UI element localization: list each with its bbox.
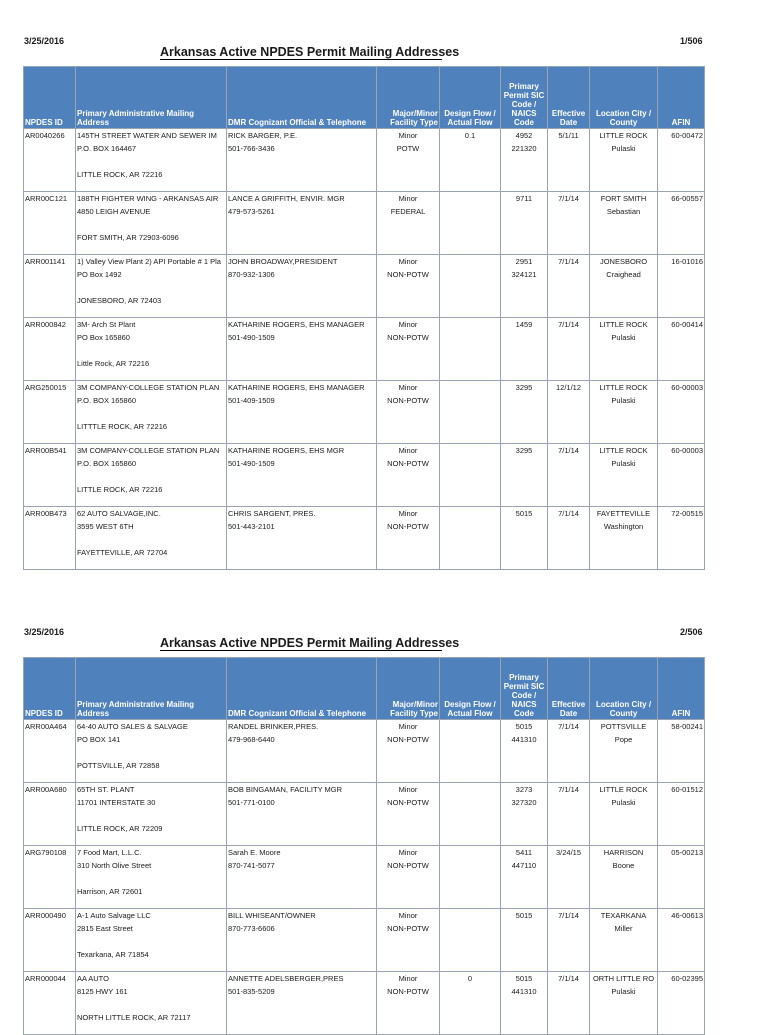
- facility-type: NON-POTW: [387, 270, 429, 279]
- flow-cell: [440, 381, 501, 444]
- city-state-zip: NORTH LITTLE ROCK, AR 72117: [77, 1013, 191, 1022]
- official-name: ANNETTE ADELSBERGER,PRES: [228, 974, 344, 983]
- header-effective-date: Effective Date: [548, 658, 590, 720]
- address-cell: [76, 507, 227, 570]
- sic-code: 4952: [515, 131, 533, 140]
- city-state-zip: JONESBORO, AR 72403: [77, 296, 162, 305]
- facility-class: Minor: [398, 446, 418, 455]
- facility-type-cell: [377, 318, 440, 381]
- address-cell: [76, 783, 227, 846]
- street-address: PO BOX 141: [77, 735, 121, 744]
- facility-class: Minor: [398, 257, 418, 266]
- location-county: Pulaski: [611, 396, 636, 405]
- location-county: Craighead: [606, 270, 641, 279]
- official-name: KATHARINE ROGERS, EHS MANAGER: [228, 383, 365, 392]
- official-cell: [227, 783, 377, 846]
- street-address: 2815 East Street: [77, 924, 133, 933]
- location-cell: [590, 507, 658, 570]
- official-cell: [227, 318, 377, 381]
- location-city: TEXARKANA: [600, 911, 647, 920]
- official-phone: 501-409-1509: [228, 396, 275, 405]
- code-cell: [501, 318, 548, 381]
- official-cell: [227, 507, 377, 570]
- official-name: CHRIS SARGENT, PRES.: [228, 509, 316, 518]
- official-phone: 501-443-2101: [228, 522, 275, 531]
- location-city: LITTLE ROCK: [599, 446, 648, 455]
- flow-cell: [440, 318, 501, 381]
- official-name: KATHARINE ROGERS, EHS MGR: [228, 446, 345, 455]
- official-phone: 501-771-0100: [228, 798, 275, 807]
- official-cell: [227, 846, 377, 909]
- flow-cell: [440, 507, 501, 570]
- address-cell: [76, 381, 227, 444]
- facility-class: Minor: [398, 974, 418, 983]
- official-phone: 501-490-1509: [228, 459, 275, 468]
- code-cell: [501, 129, 548, 192]
- official-name: Sarah E. Moore: [228, 848, 281, 857]
- facility-class: Minor: [398, 848, 418, 857]
- location-county: Pulaski: [611, 459, 636, 468]
- effective-date-cell: 7/1/14: [548, 783, 590, 846]
- facility-class: Minor: [398, 509, 418, 518]
- permit-table: [23, 657, 705, 1035]
- code-cell: [501, 783, 548, 846]
- effective-date-cell: 7/1/14: [548, 909, 590, 972]
- facility-type: POTW: [396, 144, 420, 153]
- official-phone: 870-932-1306: [228, 270, 275, 279]
- header-location: Location City / County: [590, 658, 658, 720]
- code-cell: [501, 909, 548, 972]
- header-location: Location City / County: [590, 67, 658, 129]
- location-city: LITTLE ROCK: [599, 383, 648, 392]
- location-county: Sebastian: [606, 207, 641, 216]
- code-cell: [501, 972, 548, 1035]
- effective-date-cell: 7/1/14: [548, 972, 590, 1035]
- afin-cell: 72-00515: [658, 507, 705, 570]
- city-state-zip: LITTLE ROCK, AR 72216: [77, 170, 163, 179]
- street-address: 8125 HWY 161: [77, 987, 128, 996]
- naics-code: 324121: [511, 270, 537, 279]
- facility-class: Minor: [398, 194, 418, 203]
- facility-name: 7 Food Mart, L.L.C.: [77, 848, 142, 857]
- npdes-id-cell: ARG250015: [24, 381, 76, 444]
- official-cell: [227, 972, 377, 1035]
- npdes-id-cell: ARR00A680: [24, 783, 76, 846]
- city-state-zip: FORT SMITH, AR 72903-6096: [77, 233, 179, 242]
- effective-date-cell: 7/1/14: [548, 444, 590, 507]
- flow-cell: 0.1: [440, 129, 501, 192]
- facility-name: AA AUTO: [77, 974, 109, 983]
- facility-type-cell: [377, 255, 440, 318]
- facility-name: 3M- Arch St Plant: [77, 320, 136, 329]
- official-phone: 870-741-5077: [228, 861, 275, 870]
- facility-class: Minor: [398, 785, 418, 794]
- sic-code: 1459: [515, 320, 533, 329]
- street-address: PO Box 165860: [77, 333, 130, 342]
- header-code: Primary Permit SIC Code / NAICS Code: [501, 67, 548, 129]
- location-city: ORTH LITTLE RO: [592, 974, 655, 983]
- table-row: [24, 909, 705, 972]
- city-state-zip: Little Rock, AR 72216: [77, 359, 150, 368]
- sic-code: 5015: [515, 509, 533, 518]
- facility-class: Minor: [398, 383, 418, 392]
- location-city: LITTLE ROCK: [599, 131, 648, 140]
- npdes-id-cell: ARR001141: [24, 255, 76, 318]
- city-state-zip: Harrison, AR 72601: [77, 887, 143, 896]
- header-afin: AFIN: [658, 658, 705, 720]
- effective-date-cell: 5/1/11: [548, 129, 590, 192]
- sic-code: 5015: [515, 722, 533, 731]
- facility-type-cell: [377, 507, 440, 570]
- city-state-zip: POTTSVILLE, AR 72858: [77, 761, 160, 770]
- facility-type: NON-POTW: [387, 924, 429, 933]
- header-address: Primary Administrative Mailing Address: [76, 658, 227, 720]
- table-row: [24, 846, 705, 909]
- table-row: [24, 783, 705, 846]
- official-name: LANCE A GRIFFITH, ENVIR. MGR: [228, 194, 345, 203]
- header-facility-type: Major/Minor Facility Type: [377, 658, 440, 720]
- sic-code: 5015: [515, 974, 533, 983]
- location-cell: [590, 192, 658, 255]
- permit-table: [23, 66, 705, 570]
- facility-type: NON-POTW: [387, 861, 429, 870]
- header-address: Primary Administrative Mailing Address: [76, 67, 227, 129]
- address-cell: [76, 909, 227, 972]
- header-npdes-id: NPDES ID: [24, 658, 76, 720]
- official-name: KATHARINE ROGERS, EHS MANAGER: [228, 320, 365, 329]
- location-city: LITTLE ROCK: [599, 785, 648, 794]
- street-address: P.O. BOX 164467: [77, 144, 137, 153]
- location-city: JONESBORO: [599, 257, 648, 266]
- effective-date-cell: 7/1/14: [548, 318, 590, 381]
- table-header-row: [24, 67, 705, 129]
- address-cell: [76, 720, 227, 783]
- header-flow: Design Flow / Actual Flow: [440, 658, 501, 720]
- facility-name: 64-40 AUTO SALES & SALVAGE: [77, 722, 188, 731]
- street-address: 11701 INTERSTATE 30: [77, 798, 156, 807]
- code-cell: [501, 720, 548, 783]
- npdes-id-cell: ARR00B541: [24, 444, 76, 507]
- flow-cell: [440, 909, 501, 972]
- table-header-row: [24, 658, 705, 720]
- npdes-id-cell: ARG790108: [24, 846, 76, 909]
- naics-code: 221320: [511, 144, 537, 153]
- location-cell: [590, 720, 658, 783]
- location-city: FAYETTEVILLE: [596, 509, 651, 518]
- location-county: Pulaski: [611, 987, 636, 996]
- afin-cell: 66-00557: [658, 192, 705, 255]
- header-effective-date: Effective Date: [548, 67, 590, 129]
- facility-type: NON-POTW: [387, 333, 429, 342]
- official-phone: 479-968-6440: [228, 735, 275, 744]
- table-row: [24, 129, 705, 192]
- afin-cell: 60-00472: [658, 129, 705, 192]
- street-address: PO Box 1492: [77, 270, 122, 279]
- location-county: Washington: [603, 522, 644, 531]
- code-cell: [501, 255, 548, 318]
- sic-code: 3273: [515, 785, 533, 794]
- city-state-zip: LITTLE ROCK, AR 72216: [77, 485, 163, 494]
- facility-name: 62 AUTO SALVAGE,INC.: [77, 509, 161, 518]
- page-date: 3/25/2016: [24, 627, 65, 637]
- location-cell: [590, 129, 658, 192]
- npdes-id-cell: ARR000490: [24, 909, 76, 972]
- official-cell: [227, 192, 377, 255]
- official-phone: 501-766-3436: [228, 144, 275, 153]
- location-cell: [590, 909, 658, 972]
- address-cell: [76, 846, 227, 909]
- facility-name: 3M COMPANY-COLLEGE STATION PLAN: [77, 446, 220, 455]
- header-afin: AFIN: [658, 67, 705, 129]
- official-name: JOHN BROADWAY,PRESIDENT: [228, 257, 338, 266]
- street-address: 310 North Olive Street: [77, 861, 152, 870]
- facility-class: Minor: [398, 320, 418, 329]
- official-name: RICK BARGER, P.E.: [228, 131, 298, 140]
- document-page-2: [0, 627, 768, 1027]
- facility-type-cell: [377, 444, 440, 507]
- facility-type: NON-POTW: [387, 735, 429, 744]
- facility-name: 145TH STREET WATER AND SEWER IM: [77, 131, 217, 140]
- effective-date-cell: 12/1/12: [548, 381, 590, 444]
- official-phone: 501-835-5209: [228, 987, 275, 996]
- location-cell: [590, 783, 658, 846]
- facility-type-cell: [377, 720, 440, 783]
- official-name: BOB BINGAMAN, FACILITY MGR: [228, 785, 343, 794]
- address-cell: [76, 972, 227, 1035]
- code-cell: [501, 846, 548, 909]
- location-county: Pulaski: [611, 144, 636, 153]
- official-name: RANDEL BRINKER,PRES.: [228, 722, 319, 731]
- facility-type: NON-POTW: [387, 522, 429, 531]
- location-cell: [590, 381, 658, 444]
- official-cell: [227, 444, 377, 507]
- table-row: [24, 720, 705, 783]
- naics-code: 447110: [511, 861, 537, 870]
- facility-name: A-1 Auto Salvage LLC: [77, 911, 151, 920]
- npdes-id-cell: AR0040266: [24, 129, 76, 192]
- location-city: POTTSVILLE: [600, 722, 647, 731]
- facility-type-cell: [377, 846, 440, 909]
- facility-class: Minor: [398, 911, 418, 920]
- flow-cell: 0: [440, 972, 501, 1035]
- sic-code: 2951: [515, 257, 533, 266]
- afin-cell: 16-01016: [658, 255, 705, 318]
- facility-type: NON-POTW: [387, 798, 429, 807]
- location-cell: [590, 444, 658, 507]
- location-cell: [590, 846, 658, 909]
- code-cell: [501, 192, 548, 255]
- official-cell: [227, 909, 377, 972]
- official-phone: 501-490-1509: [228, 333, 275, 342]
- table-row: [24, 192, 705, 255]
- facility-type-cell: [377, 381, 440, 444]
- official-cell: [227, 129, 377, 192]
- page-title: Arkansas Active NPDES Permit Mailing Addresses: [160, 636, 460, 650]
- effective-date-cell: 7/1/14: [548, 720, 590, 783]
- location-county: Pulaski: [611, 333, 636, 342]
- sic-code: 3295: [515, 446, 533, 455]
- address-cell: [76, 318, 227, 381]
- location-county: Boone: [612, 861, 635, 870]
- afin-cell: 46-00613: [658, 909, 705, 972]
- official-phone: 870-773-6606: [228, 924, 275, 933]
- header-code: Primary Permit SIC Code / NAICS Code: [501, 658, 548, 720]
- afin-cell: 60-00414: [658, 318, 705, 381]
- page-number: 2/506: [680, 627, 703, 637]
- effective-date-cell: 7/1/14: [548, 507, 590, 570]
- location-city: HARRISON: [603, 848, 644, 857]
- official-cell: [227, 381, 377, 444]
- table-row: [24, 255, 705, 318]
- facility-type-cell: [377, 129, 440, 192]
- street-address: P.O. BOX 165860: [77, 459, 137, 468]
- table-row: [24, 318, 705, 381]
- facility-type: NON-POTW: [387, 396, 429, 405]
- page-number: 1/506: [680, 36, 703, 46]
- street-address: 4850 LEIGH AVENUE: [77, 207, 151, 216]
- city-state-zip: LITTTLE ROCK, AR 72216: [77, 422, 168, 431]
- table-row: [24, 972, 705, 1035]
- facility-class: Minor: [398, 722, 418, 731]
- afin-cell: 60-02395: [658, 972, 705, 1035]
- code-cell: [501, 444, 548, 507]
- facility-type-cell: [377, 909, 440, 972]
- afin-cell: 58-00241: [658, 720, 705, 783]
- facility-type: FEDERAL: [390, 207, 426, 216]
- city-state-zip: FAYETTEVILLE, AR 72704: [77, 548, 168, 557]
- street-address: 3595 WEST 6TH: [77, 522, 134, 531]
- npdes-id-cell: ARR000842: [24, 318, 76, 381]
- header-official: DMR Cognizant Official & Telephone: [227, 658, 377, 720]
- npdes-id-cell: ARR000044: [24, 972, 76, 1035]
- location-cell: [590, 255, 658, 318]
- facility-type: NON-POTW: [387, 987, 429, 996]
- sic-code: 5015: [515, 911, 533, 920]
- page-title: Arkansas Active NPDES Permit Mailing Addresses: [160, 45, 460, 59]
- address-cell: [76, 129, 227, 192]
- flow-cell: [440, 783, 501, 846]
- flow-cell: [440, 192, 501, 255]
- header-facility-type: Major/Minor Facility Type: [377, 67, 440, 129]
- effective-date-cell: 3/24/15: [548, 846, 590, 909]
- address-cell: [76, 444, 227, 507]
- location-cell: [590, 972, 658, 1035]
- facility-type-cell: [377, 783, 440, 846]
- npdes-id-cell: ARR00A464: [24, 720, 76, 783]
- address-cell: [76, 255, 227, 318]
- city-state-zip: Texarkana, AR 71854: [77, 950, 149, 959]
- afin-cell: 60-00003: [658, 444, 705, 507]
- official-name: BILL WHISEANT/OWNER: [228, 911, 316, 920]
- table-row: [24, 381, 705, 444]
- facility-type-cell: [377, 972, 440, 1035]
- header-official: DMR Cognizant Official & Telephone: [227, 67, 377, 129]
- city-state-zip: LITTLE ROCK, AR 72209: [77, 824, 163, 833]
- location-county: Pulaski: [611, 798, 636, 807]
- code-cell: [501, 381, 548, 444]
- street-address: P.O. BOX 165860: [77, 396, 137, 405]
- naics-code: 441310: [511, 987, 537, 996]
- flow-cell: [440, 255, 501, 318]
- sic-code: 3295: [515, 383, 533, 392]
- facility-name: 1) Valley View Plant 2) API Portable # 1 Pla: [77, 257, 221, 266]
- facility-name: 65TH ST. PLANT: [77, 785, 135, 794]
- location-city: LITTLE ROCK: [599, 320, 648, 329]
- location-county: Pope: [614, 735, 633, 744]
- official-phone: 479-573-5261: [228, 207, 275, 216]
- flow-cell: [440, 720, 501, 783]
- official-cell: [227, 720, 377, 783]
- afin-cell: 60-00003: [658, 381, 705, 444]
- table-row: [24, 444, 705, 507]
- facility-type: NON-POTW: [387, 459, 429, 468]
- naics-code: 327320: [511, 798, 537, 807]
- location-cell: [590, 318, 658, 381]
- sic-code: 9711: [515, 194, 533, 203]
- facility-name: 3M COMPANY-COLLEGE STATION PLAN: [77, 383, 220, 392]
- location-county: Miller: [614, 924, 633, 933]
- afin-cell: 60-01512: [658, 783, 705, 846]
- facility-type-cell: [377, 192, 440, 255]
- location-city: FORT SMITH: [600, 194, 647, 203]
- page-date: 3/25/2016: [24, 36, 65, 46]
- effective-date-cell: 7/1/14: [548, 192, 590, 255]
- address-cell: [76, 192, 227, 255]
- header-npdes-id: NPDES ID: [24, 67, 76, 129]
- afin-cell: 05-00213: [658, 846, 705, 909]
- facility-name: 188TH FIGHTER WING - ARKANSAS AIR: [77, 194, 219, 203]
- npdes-id-cell: ARR00B473: [24, 507, 76, 570]
- naics-code: 441310: [511, 735, 537, 744]
- flow-cell: [440, 444, 501, 507]
- official-cell: [227, 255, 377, 318]
- document-page-1: [0, 36, 768, 576]
- facility-class: Minor: [398, 131, 418, 140]
- header-flow: Design Flow / Actual Flow: [440, 67, 501, 129]
- table-row: [24, 507, 705, 570]
- code-cell: [501, 507, 548, 570]
- npdes-id-cell: ARR00C121: [24, 192, 76, 255]
- effective-date-cell: 7/1/14: [548, 255, 590, 318]
- sic-code: 5411: [515, 848, 533, 857]
- flow-cell: [440, 846, 501, 909]
